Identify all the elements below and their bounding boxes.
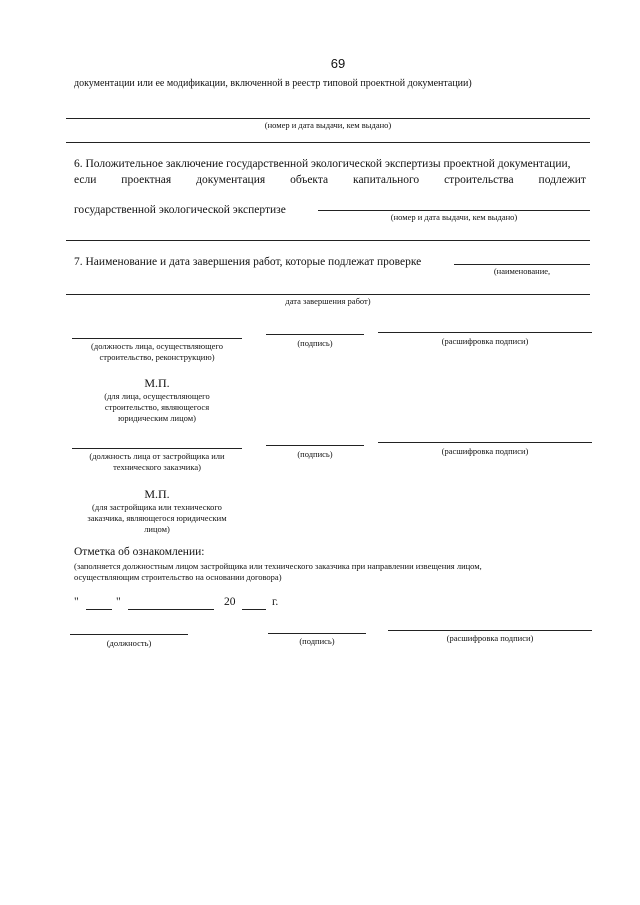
stamp-note: (для лица, осуществляющего строительство, являющегося юридическим лицом) <box>104 391 210 423</box>
signature-line-decoding <box>378 332 592 333</box>
word: капитального <box>353 174 420 186</box>
quote-open: " <box>74 596 79 608</box>
position-caption: (должность лица от застройщика или технического заказчика) <box>89 451 225 472</box>
doc-line: государственной экологической экспертизе <box>74 204 286 216</box>
signature-caption: (подпись) <box>299 636 335 646</box>
month-field[interactable] <box>128 609 214 610</box>
word: проектная <box>121 174 172 186</box>
signature-line-position <box>72 448 242 449</box>
acknowledgement-title: Отметка об ознакомлении: <box>74 546 205 558</box>
fill-line <box>66 294 590 295</box>
fill-line <box>66 118 590 119</box>
fill-line <box>318 210 590 211</box>
field-caption: (номер и дата выдачи, кем выдано) <box>390 212 518 222</box>
decoding-caption: (расшифровка подписи) <box>441 446 529 456</box>
field-caption: дата завершения работ) <box>285 296 371 306</box>
section-6-heading: 6. Положительное заключение государственной экологической экспертизы проектной документации, <box>74 158 571 170</box>
signature-caption: (подпись) <box>297 338 333 348</box>
fill-line <box>66 142 590 143</box>
decoding-caption: (расшифровка подписи) <box>441 336 529 346</box>
word: строительства <box>444 174 514 186</box>
field-caption: (номер и дата выдачи, кем выдано) <box>264 120 392 130</box>
signature-line-sign <box>268 633 366 634</box>
signature-line-decoding <box>378 442 592 443</box>
stamp-label: М.П. <box>144 376 170 390</box>
signature-line-decoding <box>388 630 592 631</box>
day-field[interactable] <box>86 609 112 610</box>
signature-line-sign <box>266 334 364 335</box>
year-suffix: г. <box>272 596 279 608</box>
stamp-label: М.П. <box>144 487 170 501</box>
word: документация <box>196 174 266 186</box>
signature-caption: (подпись) <box>297 449 333 459</box>
word: объекта <box>290 174 329 186</box>
year-field[interactable] <box>242 609 266 610</box>
signature-line-position <box>70 634 188 635</box>
acknowledgement-note: (заполняется должностным лицом застройщика или технического заказчика при направлении извещения лицом, <box>74 561 482 571</box>
stamp-note: (для застройщика или технического заказчика, являющегося юридическим лицом) <box>87 502 227 534</box>
position-caption: (должность лица, осуществляющего строительство, реконструкцию) <box>91 341 223 362</box>
acknowledgement-note: осуществляющим строительство на основании договора) <box>74 572 282 582</box>
field-caption: (наименование, <box>493 266 551 276</box>
word: если <box>74 174 97 186</box>
fill-line <box>454 264 590 265</box>
signature-line-sign <box>266 445 364 446</box>
fill-line <box>66 240 590 241</box>
signature-line-position <box>72 338 242 339</box>
year-prefix: 20 <box>224 596 236 608</box>
quote-close: " <box>116 596 121 608</box>
position-caption: (должность) <box>106 638 152 648</box>
word: подлежит <box>538 174 586 186</box>
section-7-heading: 7. Наименование и дата завершения работ, которые подлежат проверке <box>74 256 422 268</box>
page-number: 69 <box>330 56 346 71</box>
doc-line: документации или ее модификации, включенной в реестр типовой проектной документации) <box>74 78 472 89</box>
decoding-caption: (расшифровка подписи) <box>446 633 534 643</box>
section-6-justified-line <box>74 174 586 186</box>
